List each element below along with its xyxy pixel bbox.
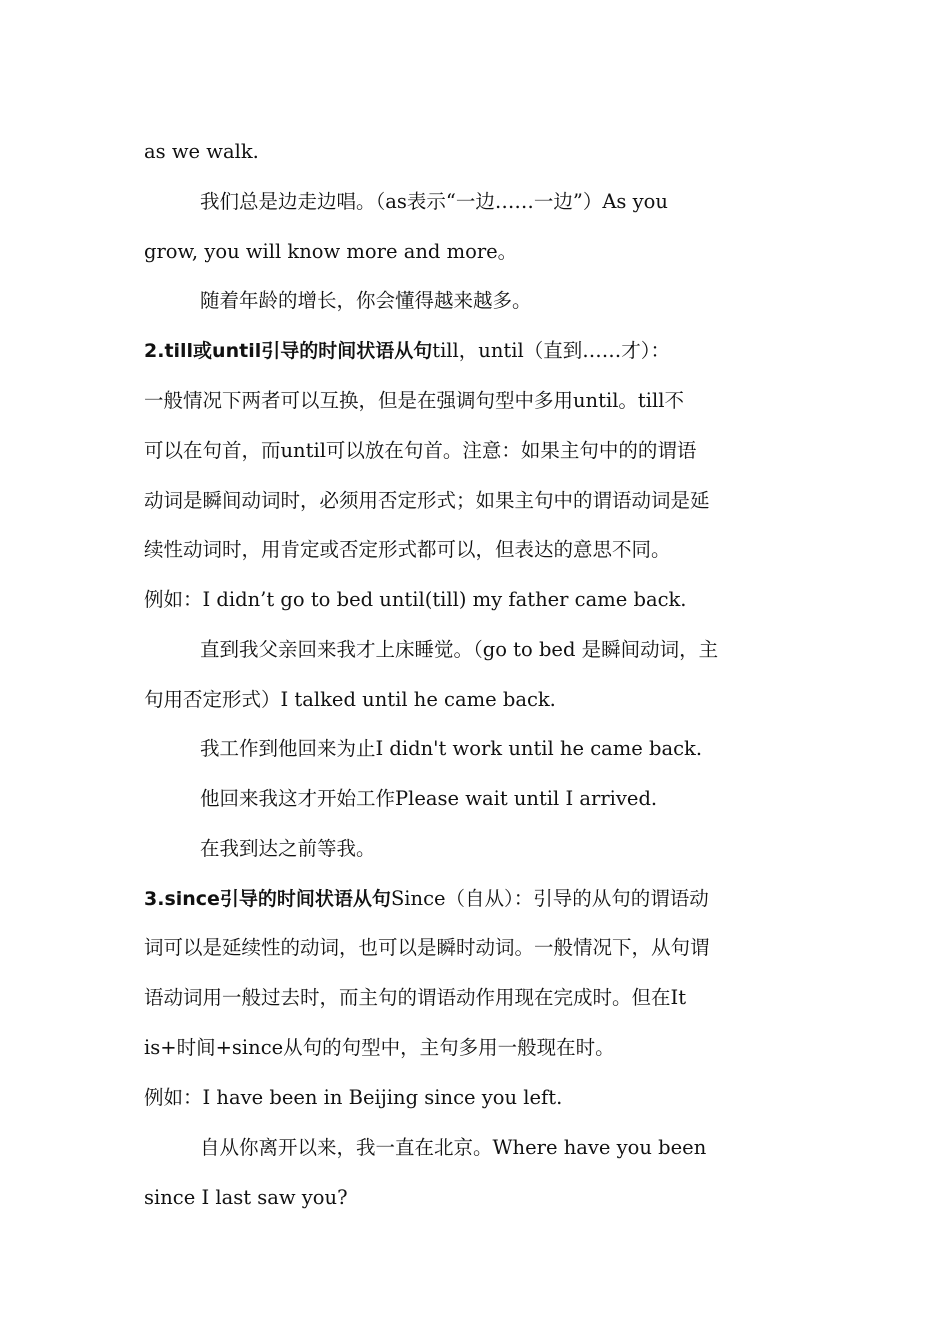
text-line: 自从你离开以来，我一直在北京。Where have you been [200, 1136, 707, 1159]
text-line: 词可以是延续性的动词，也可以是瞬时动词。一般情况下，从句谓 [144, 936, 710, 959]
text-line: 直到我父亲回来我才上床睡觉。（go to bed 是瞬间动词，主 [200, 638, 719, 661]
heading-text: Since（自从）：引导的从句的谓语动 [390, 887, 709, 910]
text-line: 例如：I have been in Beijing since you left. [144, 1086, 563, 1109]
text-line: 我们总是边走边唱。（as表示“一边……一边”）As you [200, 190, 668, 213]
text-line: 续性动词时，用肯定或否定形式都可以，但表达的意思不同。 [144, 538, 671, 561]
text-line: is+时间+since从句的句型中，主句多用一般现在时。 [144, 1036, 615, 1059]
section-heading-3 [144, 884, 806, 914]
text-line: 他回来我这才开始工作Please wait until I arrived. [200, 787, 658, 810]
text-line: since I last saw you? [144, 1186, 348, 1209]
text-line: 可以在句首，而until可以放在句首。注意：如果主句中的的谓语 [144, 439, 697, 462]
text-line: 随着年龄的增长，你会懂得越来越多。 [200, 289, 532, 312]
text-line: as we walk. [144, 140, 259, 163]
text-line: 例如：I didn’t go to bed until(till) my father came back. [144, 588, 687, 611]
text-line: 在我到达之前等我。 [200, 837, 376, 860]
text-line: 一般情况下两者可以互换，但是在强调句型中多用until。till不 [144, 389, 684, 412]
text-line: 我工作到他回来为止I didn't work until he came back. [200, 737, 703, 760]
section-heading-2 [144, 336, 806, 366]
text-line: 句用否定形式）I talked until he came back. [144, 688, 556, 711]
text-line: 语动词用一般过去时，而主句的谓语动作用现在完成时。但在It [144, 986, 687, 1009]
text-line: 动词是瞬间动词时，必须用否定形式；如果主句中的谓语动词是延 [144, 489, 710, 512]
heading-text: till，until（直到……才）： [432, 339, 670, 362]
heading-title: 2.till或until引导的时间状语从句 [144, 340, 433, 362]
heading-title: 3.since引导的时间状语从句 [144, 888, 391, 910]
text-line: grow, you will know more and more。 [144, 240, 518, 263]
